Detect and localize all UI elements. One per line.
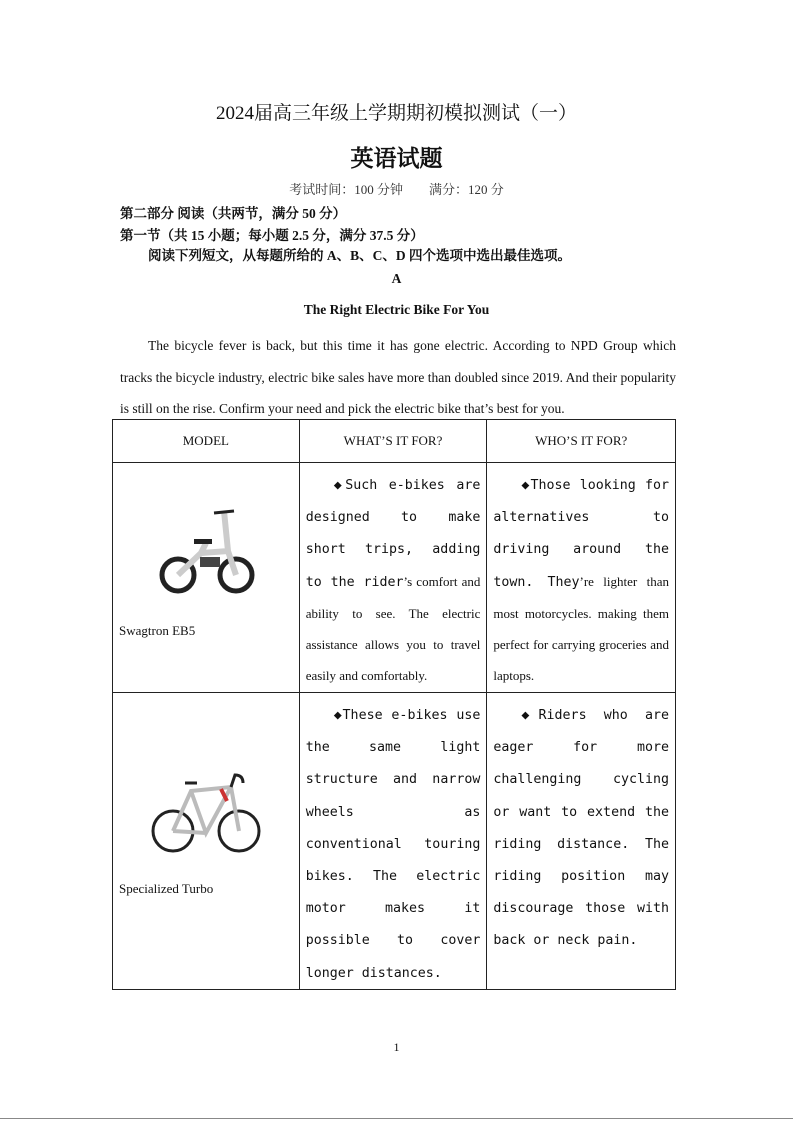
what-text-mono: ◆These e-bikes use the same light structure and narrow wheels as conventional touring bikes. The electric motor makes it possible to cover longer distances.: [305, 708, 481, 981]
who-text-mono: ◆Those looking for alternatives to driving around the town. They: [493, 478, 669, 590]
passage-text: [120, 330, 676, 425]
page-number: 1: [393, 1040, 400, 1054]
header-model: MODEL: [113, 420, 300, 463]
subsection-heading: 第一节（共 15 小题；每小题 2.5 分，满分 37.5 分）: [120, 228, 424, 243]
table-row: [113, 693, 676, 990]
folding-ebike-image: [119, 463, 293, 599]
table-header-row: [113, 420, 676, 463]
what-text-mono: ◆Such e-bikes are designed to make short trips, adding to the rider: [305, 478, 481, 590]
who-text-mono: ◆Riders who are eager for more challenging cycling or want to extend the riding distance. The riding position may discourage those with back or neck pain.: [493, 708, 669, 949]
road-ebike-image: [119, 693, 293, 863]
page-divider: [0, 1118, 793, 1119]
header-what: WHAT’S IT FOR?: [299, 420, 487, 463]
instruction: 阅读下列短文，从每题所给的 A、B、C、D 四个选项中选出最佳选项。: [148, 248, 572, 263]
header-who: WHO’S IT FOR?: [487, 420, 676, 463]
passage-title: The Right Electric Bike For You: [303, 302, 490, 317]
passage-paragraph: The bicycle fever is back, but this time it has gone electric. According to NPD Group which tracks the bicycle industry, electric bike sales have more than doubled since 2019. And their popularity is still on the rise. Confirm your need and pick the electric bike that’s best for you.: [120, 338, 676, 416]
model-cell: [113, 693, 300, 990]
who-cell: [487, 463, 676, 693]
who-text-serif: ’re lighter than most motorcycles. making them perfect for carrying groceries and laptops.: [493, 573, 669, 684]
table-row: [113, 463, 676, 693]
what-text-serif: ’s comfort and ability to see. The electric assistance allows you to travel easily and comfortably.: [305, 573, 481, 684]
what-cell: [299, 693, 487, 990]
passage-letter: A: [391, 271, 402, 286]
subject-title: 英语试题: [350, 146, 443, 171]
who-cell: [487, 693, 676, 990]
model-name: Swagtron EB5: [119, 623, 196, 638]
exam-title: 2024届高三年级上学期期初模拟测试（一）: [215, 103, 577, 124]
exam-info: 考试时间：100 分钟 满分：120 分: [289, 182, 504, 197]
model-name: Specialized Turbo: [119, 881, 214, 896]
what-cell: [299, 463, 487, 693]
model-cell: [113, 463, 300, 693]
bike-table: [112, 419, 676, 990]
part-heading: 第二部分 阅读（共两节，满分 50 分）: [120, 206, 347, 221]
